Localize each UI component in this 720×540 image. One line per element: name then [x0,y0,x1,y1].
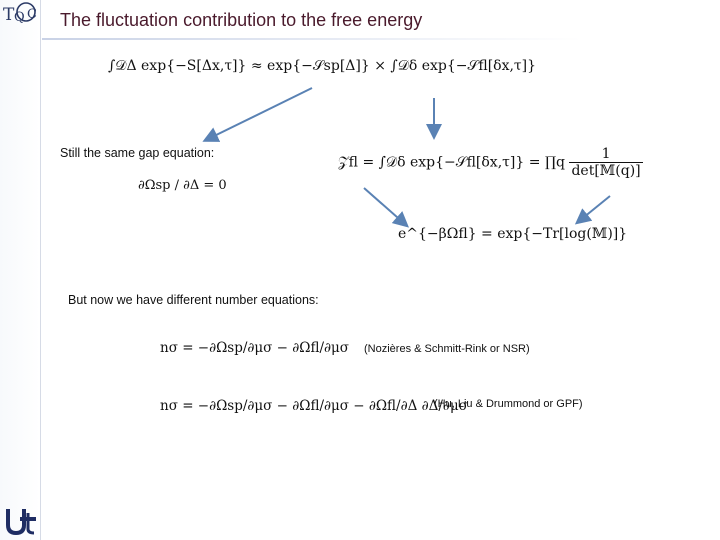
omega-fluctuation-equation: e^{−βΩfl} = exp{−Tr[log(𝕄)]} [398,226,628,242]
gpf-note: (Hu, Liu & Drummond or GPF) [434,398,583,410]
saddle-point-expansion-equation: ∫𝒟Δ exp{−S[Δx,τ]} ≈ exp{−𝒮sp[Δ]} × ∫𝒟δ exp{−𝒮fl[δx,τ]} [108,58,537,74]
arrow-right-to-omega [578,196,610,222]
arrow-to-gap-equation [206,88,312,140]
nsr-number-equation: nσ = −∂Ωsp/∂μσ − ∂Ωfl/∂μσ [160,340,349,356]
svg-text:C: C [27,7,37,22]
svg-text:Q: Q [14,10,25,25]
gap-equation: ∂Ωsp / ∂Δ = 0 [138,178,227,193]
z-fluctuation-equation: 𝒵fl = ∫𝒟δ exp{−𝒮fl[δx,τ]} = ∏q $\frac{1}{\text{det[𝕄(q)]}}$ [338,146,641,179]
gap-equation-label: Still the same gap equation: [60,146,215,160]
gpf-number-equation: nσ = −∂Ωsp/∂μσ − ∂Ωfl/∂μσ − ∂Ωfl/∂Δ ∂Δ/∂μσ [160,398,468,414]
slide-title: The fluctuation contribution to the free energy [60,10,423,30]
number-equations-label: But now we have different number equations: [68,293,319,307]
arrow-left-to-omega [364,188,406,225]
svg-text:T: T [3,5,15,25]
z-fluctuation-numerator: 1 [569,146,642,163]
nsr-note: (Nozières & Schmitt-Rink or NSR) [364,343,530,355]
z-fluctuation-denominator: det[𝕄(q)] [571,163,641,179]
